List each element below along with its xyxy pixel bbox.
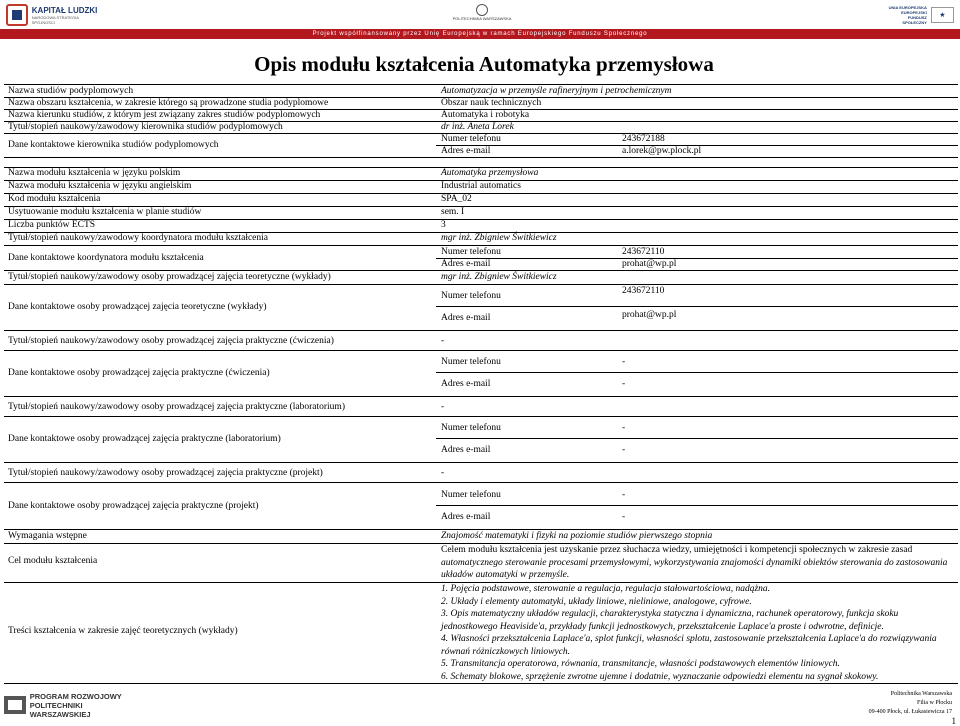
requirements-label: Wymagania wstępne: [8, 531, 87, 541]
program-line-1: PROGRAM ROZWOJOWY: [29, 691, 122, 701]
email-label: Adres e-mail: [441, 512, 491, 522]
politechnika-logo: [452, 4, 512, 26]
content-line: 5. Transmitancja operatorowa, równania, transmitancje, własności podstawowych elementów liniowych.: [441, 659, 840, 669]
email-label: Adres e-mail: [441, 146, 491, 156]
coordinator-title: mgr inż. Zbigniew Świtkiewicz: [441, 233, 557, 243]
coordinator-email: prohat@wp.pl: [622, 259, 677, 269]
lecturer-email: prohat@wp.pl: [622, 310, 677, 320]
addr-line-3: 09-400 Płock, ul. Łukasiewicza 17: [868, 709, 952, 715]
phone-label: Numer telefonu: [441, 134, 501, 144]
phone-label: Numer telefonu: [441, 490, 501, 500]
ue-text-2: EUROPEJSKI: [901, 10, 927, 15]
ue-logo: [884, 4, 954, 26]
row-label: Nazwa kierunku studiów, z którym jest związany zakres studiów podyplomowych: [8, 110, 321, 120]
politechnika-seal-icon: [476, 4, 488, 16]
eu-flag-icon: ★: [931, 7, 954, 23]
email-value: a.lorek@pw.plock.pl: [622, 146, 702, 156]
content-line: 4. Własności przekształcenia Laplace'a, splot funkcji, własności splotu, zastosowanie przekształcenia Laplace'a do rozwiązywania: [441, 634, 937, 644]
kl-subtitle: NARODOWA STRATEGIA SPÓJNOŚCI: [31, 14, 79, 25]
kapital-ludzki-logo: [6, 2, 102, 28]
content-line: 2. Układy i elementy automatyki, układy liniowe, nieliniowe, analogowe, cyfrowe.: [441, 596, 752, 607]
email-label: Adres e-mail: [441, 259, 491, 269]
program-line-2: POLITECHNIKI WARSZAWSKIEJ: [29, 700, 91, 719]
content-line: równań różniczkowych liniowych.: [441, 646, 571, 657]
module-code-label: Kod modułu kształcenia: [8, 194, 101, 204]
coordinator-phone: 243672110: [622, 247, 665, 257]
content-label: Treści kształcenia w zakresie zajęć teoretycznych (wykłady): [8, 626, 238, 636]
phone-label: Numer telefonu: [441, 291, 501, 301]
goal-line: automatycznego sterowanie procesami przemysłowymi, wykorzystywania znajomości dynamiki obiektów sterowania do zastosowania: [441, 557, 948, 568]
row-label: Nazwa obszaru kształcenia, w zakresie którego są prowadzone studia podyplomowe: [8, 98, 329, 108]
placement-label: Usytuowanie modułu kształcenia w planie studiów: [8, 207, 202, 217]
lab-title-label: Tytuł/stopień naukowy/zawodowy osoby prowadzącej zajęcia praktyczne (laboratorium): [8, 402, 345, 412]
ue-text-1: UNIA EUROPEJSKA: [888, 5, 927, 10]
project-contact-label: Dane kontaktowe osoby prowadzącej zajęcia praktyczne (projekt): [8, 501, 259, 511]
email-label: Adres e-mail: [441, 379, 491, 389]
addr-line-2: Filia w Płocku: [916, 700, 952, 706]
top-banner: [0, 0, 960, 40]
ects-label: Liczba punktów ECTS: [8, 220, 96, 230]
row-value: Obszar nauk technicznych: [441, 98, 542, 108]
lab-contact-label: Dane kontaktowe osoby prowadzącej zajęcia praktyczne (laboratorium): [8, 434, 281, 444]
exercises-contact-label: Dane kontaktowe osoby prowadzącej zajęcia praktyczne (ćwiczenia): [8, 368, 270, 378]
content-line: jednostkowego Heaviside'a, przykłady funkcji jednostkowych, przekształcenie Laplace'a proste i odwrotne, definicje.: [441, 621, 884, 632]
row-value: Automatyka i robotyka: [441, 110, 530, 120]
exercises-title-label: Tytuł/stopień naukowy/zawodowy osoby prowadzącej zajęcia praktyczne (ćwiczenia): [8, 336, 334, 346]
goal-line: układów automatyki w przemyśle.: [441, 570, 570, 580]
row-value: Automatyzacja w przemyśle rafineryjnym i petrochemicznym: [441, 86, 672, 96]
lecturer-phone: 243672110: [622, 286, 665, 296]
content-text: [441, 583, 956, 683]
exercises-title: -: [441, 336, 445, 346]
coordinator-contact-label: Dane kontaktowe koordynatora modułu kształcenia: [8, 253, 204, 263]
lab-title: -: [441, 402, 445, 412]
footer-address: [869, 690, 952, 717]
exercises-phone: -: [622, 357, 626, 367]
goal-line: Celem modułu kształcenia jest uzyskanie przez słuchacza wiedzy, umiejętności i kompetencji społecznych w zakresie zasad: [441, 545, 913, 555]
contact-label: Dane kontaktowe kierownika studiów podyplomowych: [8, 140, 219, 150]
pw-label: POLITECHNIKA WARSZAWSKA: [452, 16, 512, 21]
module-name-pl: Automatyka przemysłowa: [441, 168, 539, 178]
exercises-email: -: [622, 379, 626, 389]
addr-line-1: Politechnika Warszawska: [890, 691, 952, 697]
module-name-pl-label: Nazwa modułu kształcenia w języku polskim: [8, 168, 181, 178]
project-title: -: [441, 468, 445, 478]
page-number: 1: [951, 716, 956, 726]
lab-email: -: [622, 445, 626, 455]
phone-value: 243672188: [622, 134, 665, 144]
program-logo-icon: [4, 696, 26, 714]
content-line: 3. Opis matematyczny układów regulacji, charakterystyka statyczna i dynamiczna, rachunek operatorowy, funkcja skoku: [441, 609, 899, 619]
page-title: Opis modułu kształcenia Automatyka przemysłowa: [254, 52, 714, 76]
ue-text-3: FUNDUSZ SPOŁECZNY: [902, 15, 927, 25]
phone-label: Numer telefonu: [441, 357, 501, 367]
lecturer-title-label: Tytuł/stopień naukowy/zawodowy osoby prowadzącej zajęcia teoretyczne (wykłady): [8, 272, 331, 282]
row-label: Tytuł/stopień naukowy/zawodowy kierownika studiów podyplomowych: [8, 122, 283, 132]
row-value: dr inż. Aneta Lorek: [441, 122, 514, 132]
program-rozwojowy-logo: [4, 692, 144, 718]
placement: sem. I: [441, 207, 465, 217]
goal-label: Cel modułu kształcenia: [8, 556, 98, 566]
row-label: Nazwa studiów podyplomowych: [8, 86, 134, 96]
kapital-ludzki-icon: [6, 4, 28, 26]
requirements: Znajomość matematyki i fizyki na poziomie studiów pierwszego stopnia: [441, 531, 713, 541]
module-code: SPA_02: [441, 194, 472, 204]
lecturer-title: mgr inż. Zbigniew Świtkiewicz: [441, 272, 557, 282]
coordinator-title-label: Tytuł/stopień naukowy/zawodowy koordynatora modułu kształcenia: [8, 233, 268, 243]
module-name-en-label: Nazwa modułu kształcenia w języku angielskim: [8, 181, 192, 191]
project-email: -: [622, 512, 626, 522]
content-line: 1. Pojęcia podstawowe, sterowanie a regulacja, regulacja stałowartościowa, nadążna.: [441, 584, 771, 594]
row-line: [4, 84, 958, 85]
project-phone: -: [622, 490, 626, 500]
email-label: Adres e-mail: [441, 313, 491, 323]
lab-phone: -: [622, 423, 626, 433]
email-label: Adres e-mail: [441, 445, 491, 455]
content-line: 6. Schematy blokowe, sprzężenie zwrotne ujemne i dodatnie, wyznaczanie odpowiedzi elementu na sygnał skokowy.: [441, 671, 879, 682]
lecturer-contact-label: Dane kontaktowe osoby prowadzącej zajęcia teoretyczne (wykłady): [8, 302, 267, 312]
phone-label: Numer telefonu: [441, 247, 501, 257]
ects: 3: [441, 220, 446, 230]
module-name-en: Industrial automatics: [441, 181, 521, 191]
phone-label: Numer telefonu: [441, 423, 501, 433]
project-title-label: Tytuł/stopień naukowy/zawodowy osoby prowadzącej zajęcia praktyczne (projekt): [8, 468, 323, 478]
kl-title: KAPITAŁ LUDZKI: [31, 5, 98, 15]
goal-text: [441, 544, 956, 582]
funding-banner: Projekt współfinansowany przez Unię Europejską w ramach Europejskiego Funduszu Społecznego: [0, 29, 960, 39]
